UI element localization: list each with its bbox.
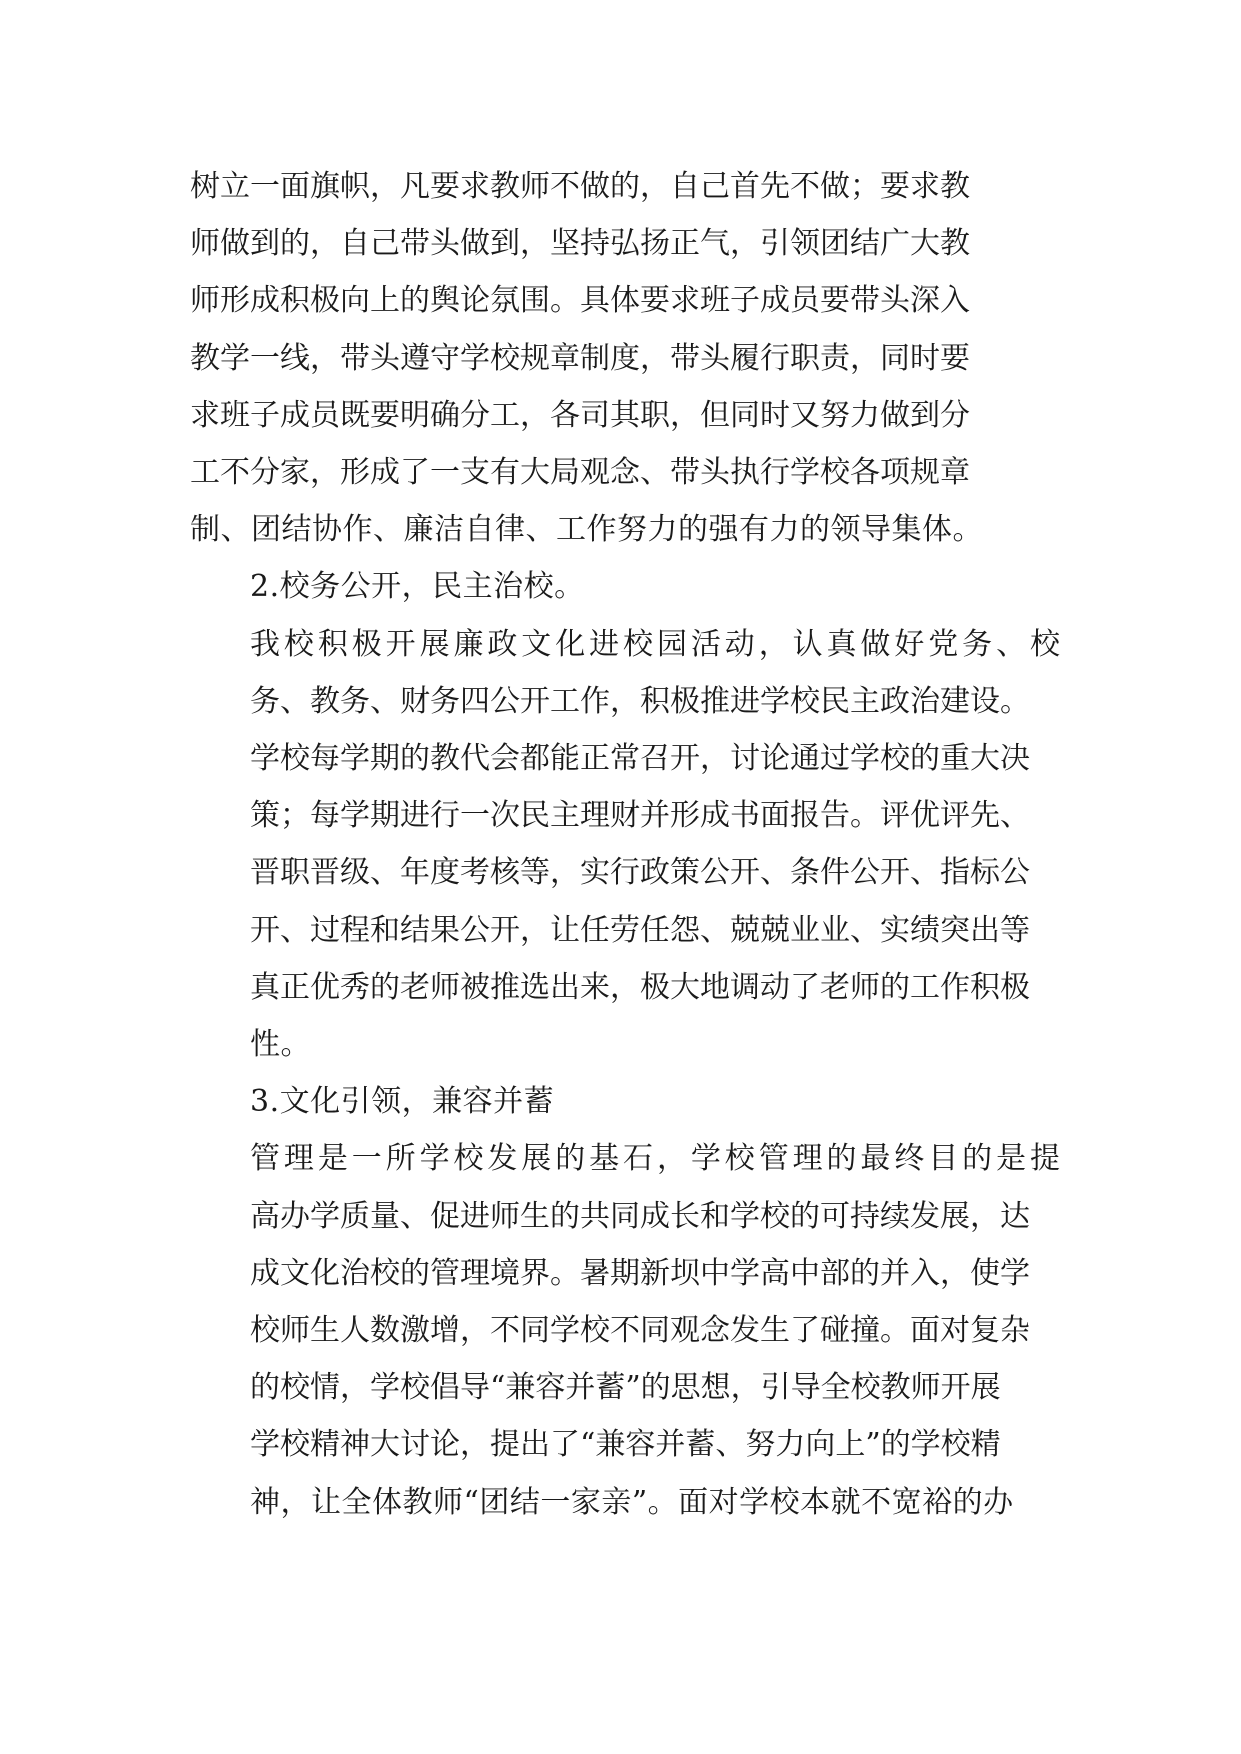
text-line: 2.校务公开，民主治校。: [250, 569, 585, 605]
section-heading: [190, 558, 1060, 615]
text-line: 真正优秀的老师被推选出来，极大地调动了老师的工作积极: [250, 969, 1030, 1005]
text-line: 的校情，学校倡导“兼容并蓄”的思想，引导全校教师开展: [250, 1370, 1001, 1406]
text-line: 性。: [250, 1027, 311, 1063]
text-line: 神，让全体教师“团结一家亲”。面对学校本就不宽裕的办: [250, 1484, 1014, 1520]
body-paragraph: [190, 1130, 1060, 1530]
text-line: 务、教务、财务四公开工作，积极推进学校民主政治建设。: [250, 683, 1030, 719]
text-line: 成文化治校的管理境界。暑期新坝中学高中部的并入，使学: [250, 1255, 1030, 1291]
section-heading: [190, 1073, 1060, 1130]
text-line: 学校每学期的教代会都能正常召开，讨论通过学校的重大决: [250, 741, 1030, 777]
text-line: 管理是一所学校发展的基石，学校管理的最终目的是提: [250, 1141, 1060, 1177]
text-line: 树立一面旗帜，凡要求教师不做的，自己首先不做；要求教: [190, 169, 970, 204]
text-line: 工不分家，形成了一支有大局观念、带头执行学校各项规章: [190, 455, 970, 491]
text-line: 学校精神大讨论，提出了“兼容并蓄、努力向上”的学校精: [250, 1427, 1001, 1463]
text-line: 校师生人数激增，不同学校不同观念发生了碰撞。面对复杂: [250, 1313, 1030, 1349]
text-line: 师形成积极向上的舆论氛围。具体要求班子成员要带头深入: [190, 283, 970, 319]
text-line: 开、过程和结果公开，让任劳任怨、兢兢业业、实绩突出等: [250, 912, 1030, 948]
body-paragraph: [190, 616, 1060, 1074]
text-line: 教学一线，带头遵守学校规章制度，带头履行职责，同时要: [190, 340, 970, 376]
text-line: 求班子成员既要明确分工，各司其职，但同时又努力做到分: [190, 397, 970, 433]
text-line: 制、团结协作、廉洁自律、工作努力的强有力的领导集体。: [190, 512, 983, 548]
text-line: 高办学质量、促进师生的共同成长和学校的可持续发展，达: [250, 1198, 1030, 1234]
body-paragraph: [190, 158, 1060, 558]
text-line: 晋职晋级、年度考核等，实行政策公开、条件公开、指标公: [250, 855, 1030, 891]
text-line: 师做到的，自己带头做到，坚持弘扬正气，引领团结广大教: [190, 226, 970, 262]
document-body: [190, 158, 1060, 1531]
text-line: 我校积极开展廉政文化进校园活动，认真做好党务、校: [250, 626, 1060, 662]
text-line: 策；每学期进行一次民主理财并形成书面报告。评优评先、: [250, 798, 1030, 834]
text-line: 3.文化引领，兼容并蓄: [250, 1084, 555, 1120]
